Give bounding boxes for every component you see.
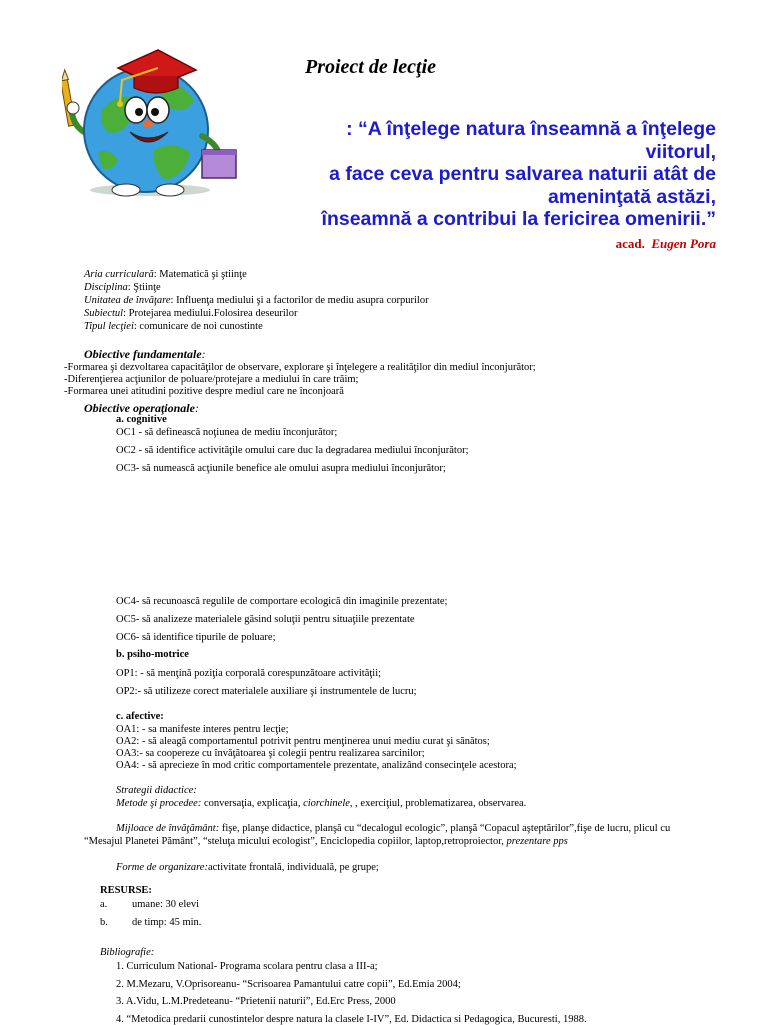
- list-item: 1. Curriculum National- Programa scolara pentru clasa a III-a;: [116, 961, 378, 972]
- motto-author: [616, 236, 716, 252]
- page-title: Proiect de lecţie: [305, 56, 437, 78]
- metode-value: conversaţia, explicaţia,: [201, 798, 301, 809]
- info-row: Tipul lecţiei: comunicare de noi cunostinte: [84, 321, 263, 332]
- list-item: OC1 - să definească noţiunea de mediu înconjurător;: [116, 427, 338, 438]
- list-item: 4. “Metodica predarii cunostintelor despre natura la clasele I-IV”, Ed. Didactica si Pedagogica, Bucuresti, 1988.: [116, 1014, 587, 1025]
- info-value: Protejarea mediului.Folosirea deseurilor: [126, 308, 298, 319]
- list-item: -Formarea şi dezvoltarea capacităţilor de observare, explorare şi înţelegere a realităţilor din mediul înconjurător;: [64, 362, 536, 373]
- info-label: Disciplina: [84, 282, 128, 293]
- list-item: OC5- să analizeze materialele găsind soluţii pentru situaţiile prezentate: [116, 614, 415, 625]
- info-value: comunicare de noi cunostinte: [136, 321, 263, 332]
- psiho-motrice-label: b. psiho-motrice: [116, 649, 189, 660]
- mijloace-row-2: [84, 836, 568, 847]
- info-row: Aria curriculară: Matematică şi ştiinţe: [84, 269, 247, 280]
- metode-rest: , exerciţiul, problematizarea, observarea.: [352, 798, 527, 809]
- obiective-operationale-heading: Obiective operaţionale:: [84, 401, 199, 415]
- afective-label: c. afective:: [116, 711, 164, 722]
- resurse-heading: RESURSE:: [100, 885, 152, 896]
- info-value: Influenţa mediului şi a factorilor de mediu asupra corpurilor: [173, 295, 429, 306]
- motto-line: înseamnă a contribui la fericirea omenirii.”: [321, 208, 716, 230]
- author-name: Eugen Pora: [651, 236, 716, 251]
- list-item: OA2: - să aleagă comportamentul potrivit pentru menţinerea unui mediu curat şi sănătos;: [116, 736, 490, 747]
- cognitive-label: a. cognitive: [116, 414, 167, 425]
- resurse-marker: a.: [100, 899, 108, 910]
- info-label: Unitatea de învăţare: [84, 295, 171, 306]
- motto-line: a face ceva pentru salvarea naturii atât de: [329, 163, 716, 185]
- motto-quote: [160, 118, 716, 231]
- obiective-fundamentale-list: [64, 362, 536, 398]
- forme-label: Forme de organizare:: [116, 862, 208, 873]
- list-item: OP2:- să utilizeze corect materialele auxiliare şi instrumentele de lucru;: [116, 686, 417, 697]
- motto-line: : “A înţelege natura înseamnă a înţelege: [346, 118, 716, 140]
- mijloace-label: Mijloace de învăţământ:: [116, 823, 220, 834]
- list-item: OA4: - să aprecieze în mod critic comportamentele prezentate, analizând consecinţele acestora;: [116, 760, 517, 771]
- metode-row: [116, 798, 526, 809]
- mijloace-line2: “Mesajul Planetei Pământ”, “steluţa micului ecologist”, Enciclopedia copiilor, laptop,retroproiector,: [84, 836, 504, 847]
- forme-value: activitate frontală, individuală, pe grupe;: [207, 862, 379, 873]
- info-label: Subiectul: [84, 308, 124, 319]
- motto-line: viitorul,: [645, 140, 716, 163]
- mijloace-line2-italic: prezentare pps: [506, 836, 568, 847]
- list-item: 2. M.Mezaru, V.Oprisoreanu- “Scrisoarea Pamantului catre copii”, Ed.Emia 2004;: [116, 979, 461, 990]
- list-item: -Formarea unei atitudini pozitive despre mediul care ne înconjoară: [64, 386, 344, 397]
- list-item: OP1: - să menţină poziţia corporală corespunzătoare activităţii;: [116, 668, 382, 679]
- obiective-fundamentale-heading: Obiective fundamentale:: [84, 347, 206, 361]
- list-item: OC2 - să identifice activităţile omului care duc la degradarea mediului înconjurător;: [116, 445, 469, 456]
- motto-line: ameninţată astăzi,: [548, 185, 716, 208]
- list-item: 3. A.Vidu, L.M.Predeteanu- “Prietenii naturii”, Ed.Erc Press, 2000: [116, 996, 396, 1007]
- list-item: OC3- să numească acţiunile benefice ale omului asupra mediului înconjurător;: [116, 463, 446, 474]
- info-label: Aria curriculară: [84, 269, 154, 280]
- info-value: Matematică şi ştiinţe: [156, 269, 247, 280]
- resurse-marker: b.: [100, 917, 108, 928]
- info-value: Ştiinţe: [130, 282, 161, 293]
- info-row: Unitatea de învăţare: Influenţa mediului şi a factorilor de mediu asupra corpurilor: [84, 295, 429, 306]
- afective-list: [116, 724, 517, 772]
- bibliografie-heading: Bibliografie:: [100, 947, 155, 958]
- info-row: Disciplina: Ştiinţe: [84, 282, 161, 293]
- metode-label: Metode şi procedee:: [116, 798, 202, 809]
- info-label: Tipul lecţiei: [84, 321, 134, 332]
- info-row: Subiectul: Protejarea mediului.Folosirea deseurilor: [84, 308, 298, 319]
- lesson-info: [84, 268, 429, 333]
- mijloace-row: [116, 823, 670, 834]
- author-prefix: acad.: [615, 236, 645, 251]
- resurse-text: umane: 30 elevi: [132, 899, 200, 910]
- strategii-heading: Strategii didactice:: [116, 785, 197, 796]
- mijloace-line1: fişe, planşe didactice, planşă cu “decalogul ecologic”, planşă “Copacul aşteptărilor”,fişe de lucru, plicul cu: [219, 823, 671, 834]
- list-item: OC4- să recunoască regulile de comportare ecologică din imaginile prezentate;: [116, 596, 448, 607]
- list-item: OA3:- sa coopereze cu învăţătoarea şi colegii pentru realizarea sarcinilor;: [116, 748, 425, 759]
- list-item: OA1: - sa manifeste interes pentru lecţie;: [116, 724, 289, 735]
- resurse-text: de timp: 45 min.: [132, 917, 202, 928]
- metode-italic: ciorchinele,: [303, 798, 353, 809]
- list-item: -Diferenţierea acţiunilor de poluare/protejare a mediului în care trăim;: [64, 374, 359, 385]
- forme-row: [116, 862, 379, 873]
- list-item: OC6- să identifice tipurile de poluare;: [116, 632, 276, 643]
